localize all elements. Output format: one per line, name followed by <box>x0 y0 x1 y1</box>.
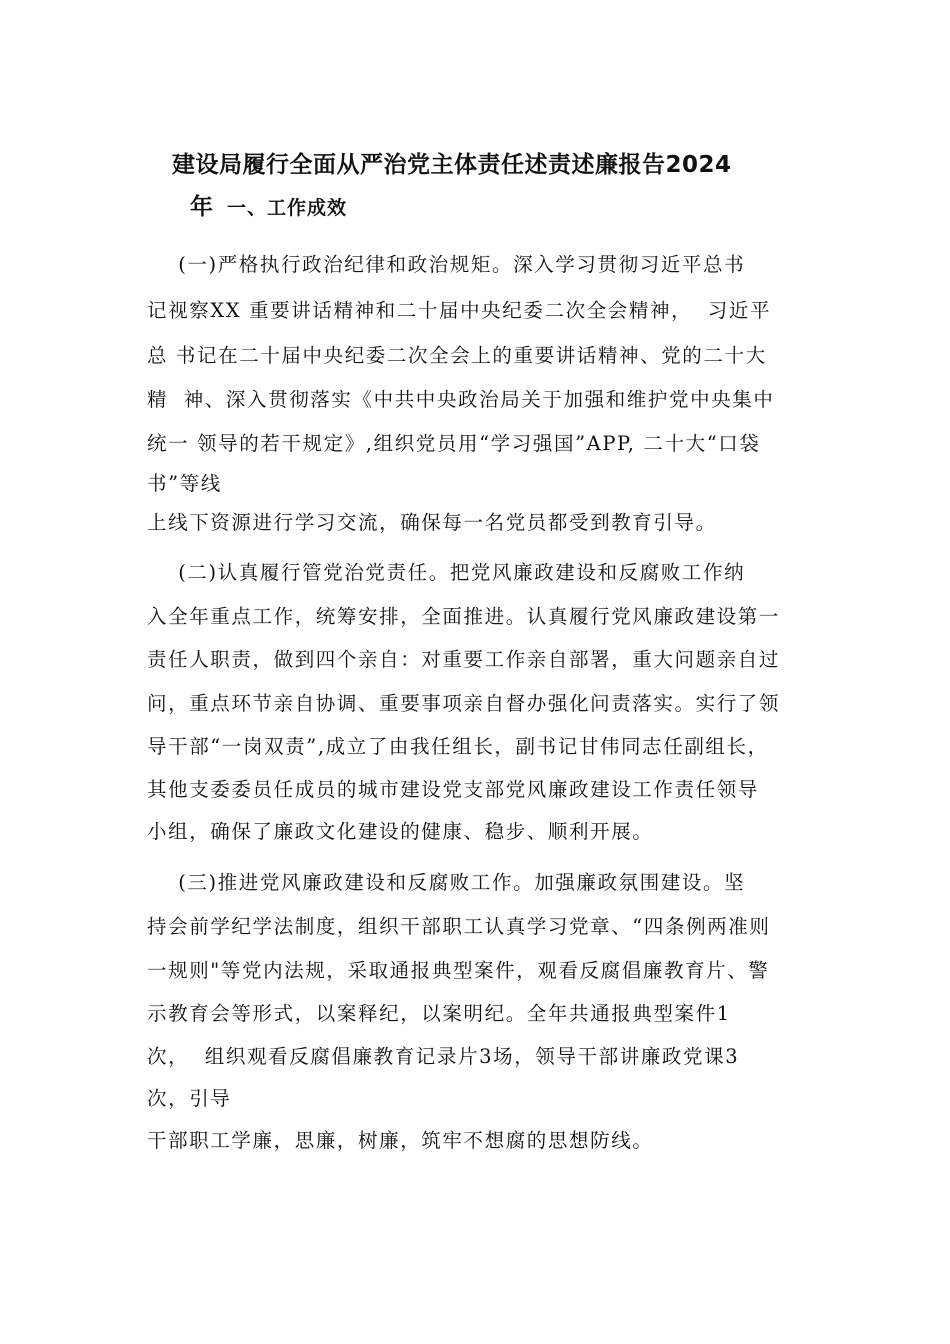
paragraph-3-line: 持会前学纪学法制度，组织干部职工认真学习党章、“四条例两准则 <box>147 915 771 938</box>
paragraph-2-line: 责任人职责，做到四个亲自：对重要工作亲自部署，重大问题亲自过 <box>147 648 781 671</box>
section-heading: 一、工作成效 <box>227 197 348 219</box>
paragraph-1-line: 统一 领导的若干规定》,组织党员用“学习强国”APP, 二十大“口袋 <box>147 432 761 455</box>
paragraph-3-line: 次，引导 <box>147 1087 232 1110</box>
paragraph-1-line: 精 神、深入贯彻落实《中共中央政治局关于加强和维护党中央集中 <box>147 388 775 411</box>
paragraph-1-line: 书”等线 <box>147 472 222 495</box>
paragraph-2-line: 入全年重点工作，统筹安排，全面推进。认真履行党风廉政建设第一 <box>147 605 781 628</box>
paragraph-2-line: 小组，确保了廉政文化建设的健康、稳步、顺利开展。 <box>147 820 654 843</box>
paragraph-1-line: 上线下资源进行学习交流，确保每一名党员都受到教育引导。 <box>147 511 717 534</box>
paragraph-3-line: 示教育会等形式，以案释纪，以案明纪。全年共通报典型案件1 <box>147 1002 731 1025</box>
paragraph-3-line: 干部职工学廉，思廉，树廉，筑牢不想腐的思想防线。 <box>147 1129 654 1152</box>
paragraph-2-line: 导干部“一岗双责”,成立了由我任组长，副书记甘伟同志任副组长， <box>147 735 769 758</box>
paragraph-2-line: 其他支委委员任成员的城市建设党支部党风廉政建设工作责任领导 <box>147 778 759 801</box>
document-title: 建设局履行全面从严治党主体责任述责述廉报告2024 <box>172 152 732 178</box>
paragraph-1-line: 记视察XX 重要讲话精神和二十届中央纪委二次全会精神， 习近平 <box>147 299 772 322</box>
title-year: 年 <box>190 194 213 220</box>
document-title-continuation <box>190 188 347 221</box>
paragraph-2-line: 问，重点环节亲自协调、重要事项亲自督办强化问责落实。实行了领 <box>147 692 781 715</box>
paragraph-3-line: (三)推进党风廉政建设和反腐败工作。加强廉政氛围建设。坚 <box>147 871 746 894</box>
paragraph-3-line: 次， 组织观看反腐倡廉教育记录片3场，领导干部讲廉政党课3 <box>147 1045 740 1068</box>
paragraph-2-line: (二)认真履行管党治党责任。把党风廉政建设和反腐败工作纳 <box>147 561 746 584</box>
paragraph-1-line: 总 书记在二十届中央纪委二次全会上的重要讲话精神、党的二十大 <box>147 344 767 367</box>
paragraph-1-line: (一)严格执行政治纪律和政治规矩。深入学习贯彻习近平总书 <box>147 253 746 276</box>
paragraph-3-line: 一规则"等党内法规，采取通报典型案件，观看反腐倡廉教育片、警 <box>147 959 770 982</box>
